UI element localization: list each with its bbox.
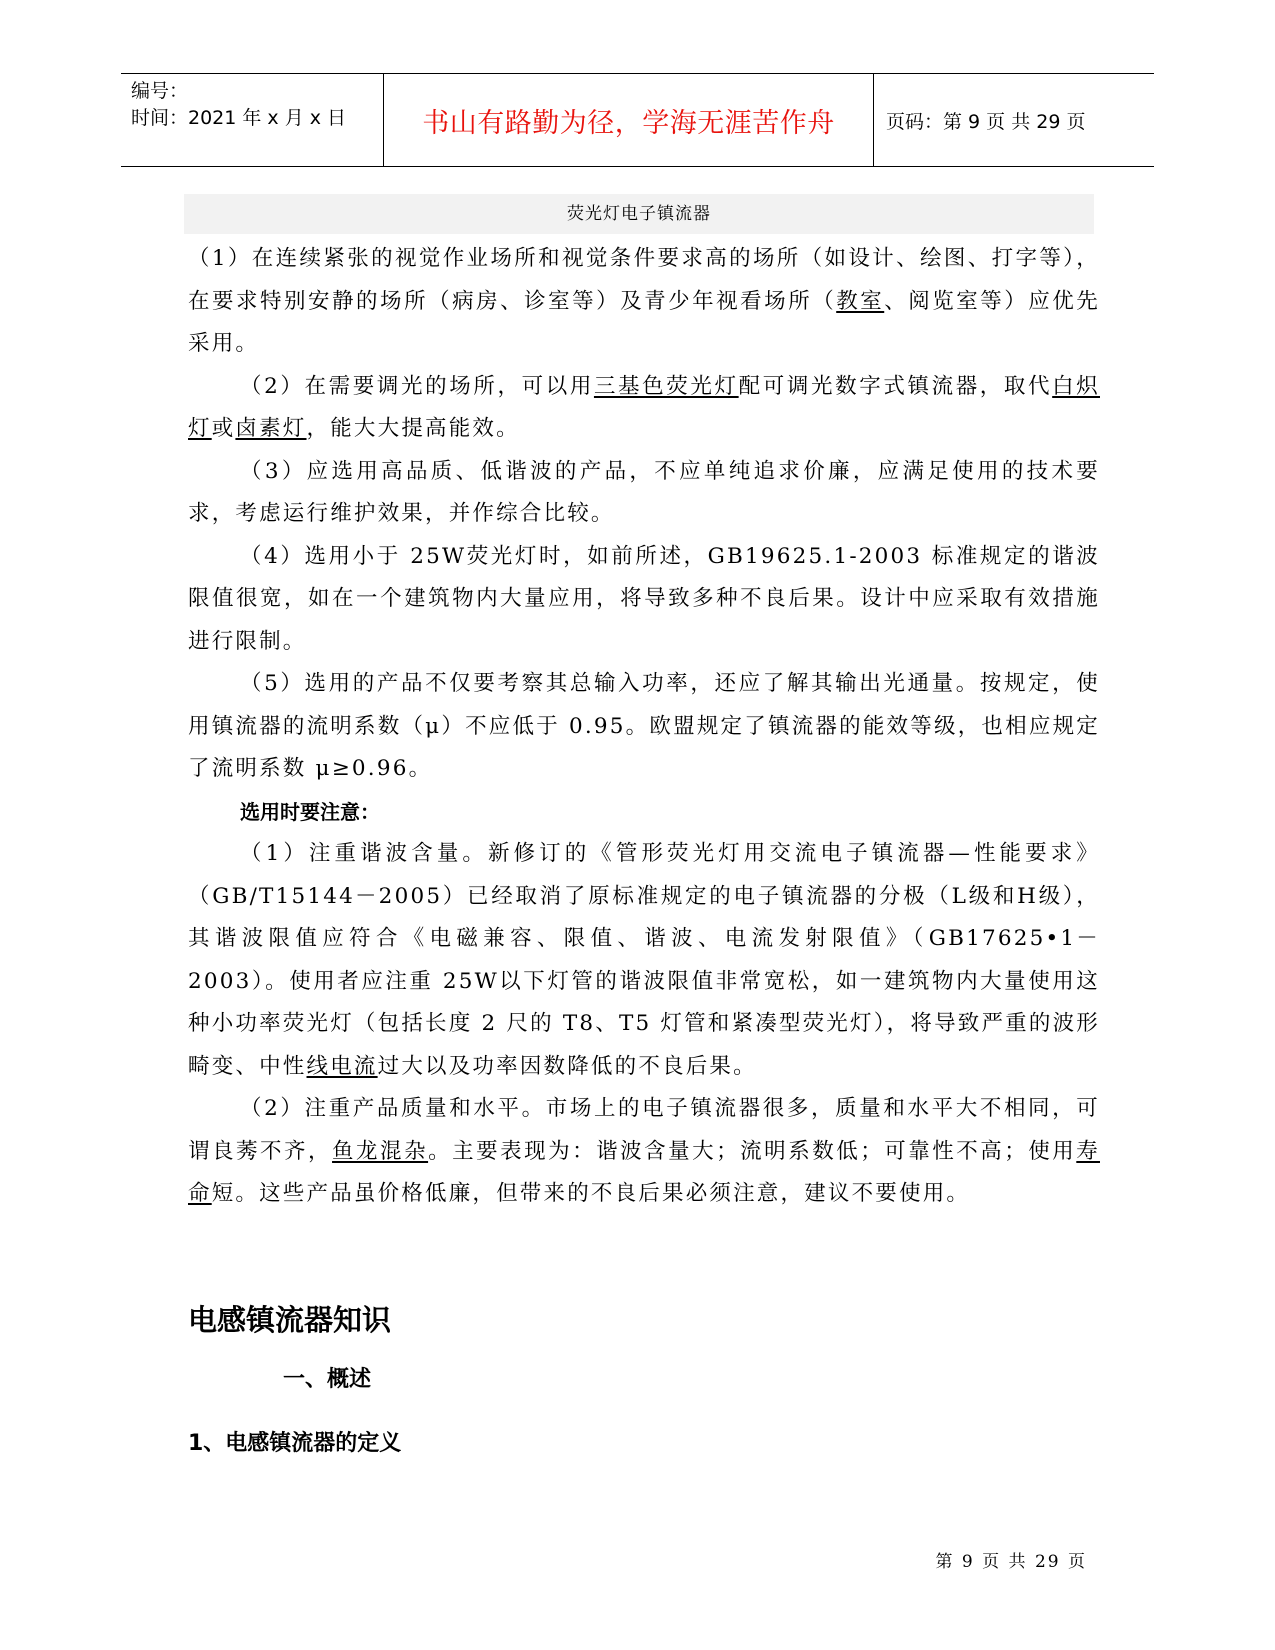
text-run: 配可调光数字式镇流器，取代 <box>738 373 1053 399</box>
definition-heading: 1、电感镇流器的定义 <box>188 1431 402 1456</box>
document-time-label: 时间：2021 年 x 月 x 日 <box>131 107 347 129</box>
link-term[interactable]: 寿命 <box>188 1138 1100 1206</box>
page-footer: 第 9 页 共 29 页 <box>935 1552 1087 1572</box>
paragraph-4: （4）选用小于 25W荧光灯时，如前所述，GB19625.1-2003 标准规定的谐波限值很宽，如在一个建筑物内大量应用，将导致多种不良后果。设计中应采取有效措施进行限制。 <box>188 543 1100 654</box>
text-run: 、阅览室等）应优先采用。 <box>188 288 1100 356</box>
text-run: 过大以及功率因数降低的不良后果。 <box>377 1053 757 1079</box>
header-page-info: 页码：第 9 页 共 29 页 <box>886 110 1086 133</box>
link-term[interactable]: 鱼龙混杂 <box>332 1138 429 1164</box>
page-header <box>121 73 1154 167</box>
section-heading: 电感镇流器知识 <box>188 1303 392 1337</box>
text-run: ，能大大提高能效。 <box>306 416 520 441</box>
link-term[interactable]: 三基色荧光灯 <box>593 373 739 399</box>
link-term[interactable]: 卤素灯 <box>235 416 307 441</box>
paragraph-3: （3）应选用高品质、低谐波的产品，不应单纯追求价廉，应满足使用的技术要求，考虑运行维护效果，并作综合比较。 <box>188 458 1100 526</box>
link-term[interactable]: 白炽灯 <box>188 373 1100 441</box>
text-run: 。主要表现为：谐波含量大；流明系数低；可靠性不高；使用 <box>428 1138 1077 1164</box>
document-body <box>188 238 1100 1216</box>
paragraph-6 <box>188 833 1100 1088</box>
subsection-heading: 一、概述 <box>283 1367 372 1392</box>
text-run: （1）注重谐波含量。新修订的《管形荧光灯用交流电子镇流器—性能要求》（GB/T15144－2005）已经取消了原标准规定的电子镇流器的分极（L级和H级），其谐波限值应符合《电磁兼容、限值、谐波、电流发射限值》（GB17625•1－2003）。使用者应注重 25W以下灯管的谐波限值非常宽松，如一建筑物内大量使用这种小功率荧光灯（包括长度 2 尺的 T8、T5 灯管和紧凑型荧光灯），将导致严重的波形畸变、中性 <box>188 841 1100 1079</box>
link-term[interactable]: 线电流 <box>306 1053 378 1079</box>
text-run: （2）注重产品质量和水平。市场上的电子镇流器很多，质量和水平大不相同，可谓良莠不齐， <box>188 1096 1100 1164</box>
text-run: （1）在连续紧张的视觉作业场所和视觉条件要求高的场所（如设计、绘图、打字等），在要求特别安静的场所（病房、诊室等）及青少年视看场所（ <box>188 246 1100 314</box>
document-number-label: 编号： <box>131 80 189 102</box>
header-meta-cell <box>121 74 384 166</box>
selection-note-heading: 选用时要注意： <box>240 799 380 824</box>
link-term[interactable]: 教室 <box>836 288 885 314</box>
header-motto: 书山有路勤为径，学海无涯苦作舟 <box>384 74 874 166</box>
text-run: （2）在需要调光的场所，可以用 <box>240 373 594 399</box>
paragraph-1 <box>188 238 1100 366</box>
text-run: 或 <box>211 416 236 441</box>
paragraph-7 <box>188 1088 1100 1216</box>
paragraph-2 <box>188 366 1100 451</box>
text-run: 短。这些产品虽价格低廉，但带来的不良后果必须注意，建议不要使用。 <box>211 1181 971 1206</box>
running-title: 荧光灯电子镇流器 <box>184 194 1094 234</box>
paragraph-5: （5）选用的产品不仅要考察其总输入功率，还应了解其输出光通量。按规定，使用镇流器的流明系数（μ）不应低于 0.95。欧盟规定了镇流器的能效等级，也相应规定了流明系数 μ≥0.96。 <box>188 671 1100 781</box>
